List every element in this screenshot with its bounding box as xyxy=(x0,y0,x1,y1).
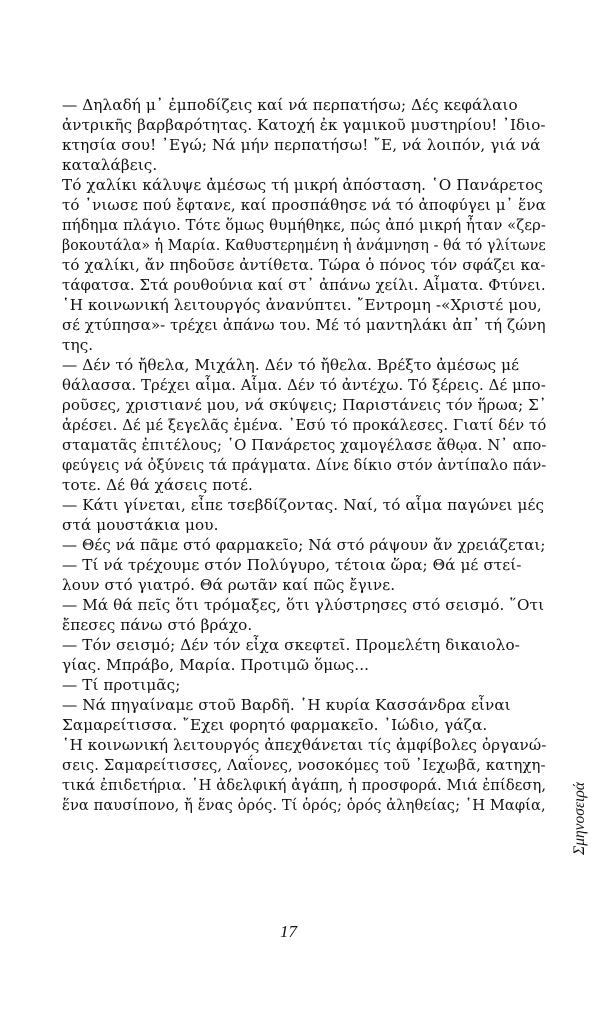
text-line: πήδημα πλάγιο. Τότε ὅμως θυμήθηκε, πώς ἀπό μικρή ἦταν «ζερ- xyxy=(62,216,546,234)
text-line: — Τόν σεισμό; Δέν τόν εἶχα σκεφτεῖ. Προμελέτη δικαιολο- xyxy=(62,636,520,654)
side-title: Σμηνοσειρά xyxy=(571,782,588,855)
text-line: Τό χαλίκι κάλυψε ἀμέσως τή μικρή ἀπόσταση. ῾Ο Πανάρετος xyxy=(62,176,543,194)
text-line: τό ᾽νιωσε πού ἔφτανε, καί προσπάθησε νά τό ἀποφύγει μ᾽ ἕνα xyxy=(62,196,546,214)
text-line: τό χαλίκι, ἄν πηδοῦσε ἀντίθετα. Τώρα ὁ πόνος τόν σφάζει κα- xyxy=(62,256,546,274)
text-line: — Τί προτιμᾶς; xyxy=(62,676,181,694)
body-text xyxy=(62,95,546,815)
text-line: ῾Η κοινωνική λειτουργός ἀπεχθάνεται τίς ἀμφίβολες ὀργανώ- xyxy=(62,736,547,754)
text-line: βοκουτάλα» ἡ Μαρία. Καθυστερημένη ἡ ἀνάμνηση - θά τό γλίτωνε xyxy=(62,236,546,254)
text-line: ἀρέσει. Δέ μέ ξεγελᾶς ἐμένα. ᾽Εσύ τό προκάλεσες. Γιατί δέν τό xyxy=(62,416,547,434)
text-line: σεις. Σαμαρείτισσες, Λαΐονες, νοσοκόμες τοῦ ᾽Ιεχωβᾶ, κατηχη- xyxy=(62,756,546,774)
text-line: στά μουστάκια μου. xyxy=(62,516,219,534)
text-line: ἕνα παυσίπονο, ἤ ἕνας ὁρός. Τί ὁρός; ὁρός ἀληθείας; ῾Η Μαφία, xyxy=(62,796,546,814)
text-line: καταλάβεις. xyxy=(62,156,158,174)
text-line: τικά ἐπιδετήρια. ῾Η ἀδελφική ἀγάπη, ἡ προσφορά. Μιά ἐπίδεση, xyxy=(62,776,547,794)
text-line: Σαμαρείτισσα. ῎Εχει φορητό φαρμακεῖο. ᾽Ιώδιο, γάζα. xyxy=(62,716,488,734)
text-line: σέ χτύπησα»- τρέχει ἀπάνω του. Μέ τό μαντηλάκι ἀπ᾽ τή ζώνη xyxy=(62,316,546,334)
text-line: — Θές νά πᾶμε στό φαρμακεῖο; Νά στό ράψουν ἄν χρειάζεται; xyxy=(62,536,546,554)
text-line: — Δηλαδή μ᾽ ἐμποδίζεις καί νά περπατήσω; Δές κεφάλαιο xyxy=(62,96,518,114)
text-line: ἀντρικῆς βαρβαρότητας. Κατοχή ἐκ γαμικοῦ μυστηρίου! ᾽Ιδιο- xyxy=(62,116,546,134)
text-line: σταματᾶς ἐπιτέλους; ῾Ο Πανάρετος χαμογέλασε ἄθῳα. Ν᾽ απο- xyxy=(62,436,547,454)
text-line: — Δέν τό ἤθελα, Μιχάλη. Δέν τό ἤθελα. Βρέξτο ἀμέσως μέ xyxy=(62,356,520,374)
text-line: γίας. Μπράβο, Μαρία. Προτιμῶ ὅμως... xyxy=(62,656,370,674)
text-line: ῾Η κοινωνική λειτουργός ἀνανύπτει. ῎Εντρομη -«Χριστέ μου, xyxy=(62,296,542,314)
text-line: φεύγεις νά ὀξύνεις τά πράγματα. Δίνε δίκιο στόν ἀντίπαλο πάν- xyxy=(62,456,547,474)
text-line: ἔπεσες πάνω στό βράχο. xyxy=(62,616,253,634)
text-line: λουν στό γιατρό. Θά ρωτᾶν καί πῶς ἔγινε. xyxy=(62,576,396,594)
text-line: κτησία σου! ᾽Εγώ; Νά μήν περπατήσω! ῎Ε, νά λοιπόν, γιά νά xyxy=(62,136,541,154)
text-line: — Μά θά πεῖς ὅτι τρόμαξες, ὅτι γλύστρησες στό σεισμό. ῞Οτι xyxy=(62,596,545,614)
text-line: τάφατσα. Στά ρουθούνια καί στ᾽ ἀπάνω χείλι. Αἷματα. Φτύνει. xyxy=(62,276,546,294)
text-line: της. xyxy=(62,336,94,354)
text-line: τοτε. Δέ θά χάσεις ποτέ. xyxy=(62,476,253,494)
text-line: — Κάτι γίνεται, εἶπε τσεβδίζοντας. Ναί, τό αἷμα παγώνει μές xyxy=(62,496,545,514)
page-number: 17 xyxy=(280,922,297,941)
text-line: ροῦσες, χριστιανέ μου, νά σκύψεις; Παριστάνεις τόν ἥρωα; Σ᾽ xyxy=(62,396,547,414)
text-line: θάλασσα. Τρέχει αἷμα. Αἷμα. Δέν τό ἀντέχω. Τό ξέρεις. Δέ μπο- xyxy=(62,376,546,394)
text-line: — Τί νά τρέχουμε στόν Πολύγυρο, τέτοια ὥρα; Θά μέ στεί- xyxy=(62,556,522,574)
text-line: — Νά πηγαίναμε στοῦ Βαρδῆ. ῾Η κυρία Κασσάνδρα εἶναι xyxy=(62,696,511,714)
